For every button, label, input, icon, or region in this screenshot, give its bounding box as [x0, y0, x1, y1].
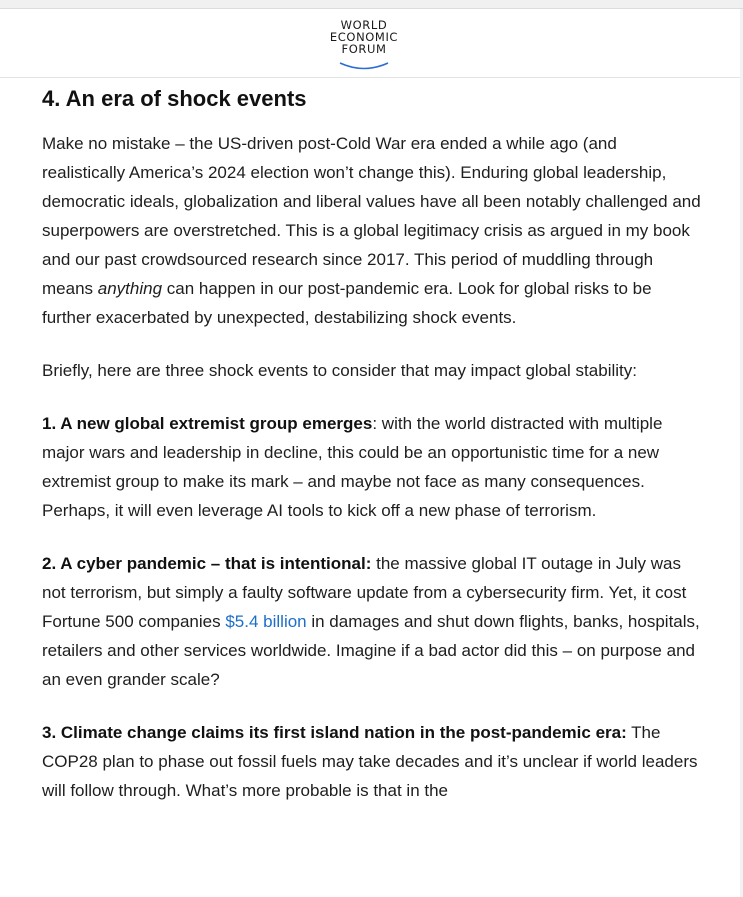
shock-event-3	[42, 718, 702, 805]
logo-line-forum: FORUM	[341, 42, 387, 56]
shock-event-3-title: 3. Climate change claims its first island nation in the post-pandemic era:	[42, 723, 627, 742]
browser-top-strip	[0, 0, 743, 9]
article-body	[42, 84, 702, 829]
paragraph-intro	[42, 129, 702, 332]
shock-event-2-text-a: the massive global IT outage in July was not terrorism, but simply a faulty software update from a cybersecurity firm. Yet, it cost Fortune 500 companies	[42, 554, 687, 631]
shock-event-1	[42, 409, 702, 525]
logo-line-economic: ECONOMIC	[329, 30, 399, 44]
paragraph-intro-text-a: Make no mistake – the US-driven post-Cold War era ended a while ago (and realistically America’s 2024 election won’t change this). Enduring global leadership, democratic ideals, globalization and liberal values have all been notably challenged and superpowers are overstretched. This is a global legitimacy crisis as argued in my book and our past crowdsourced research since 2017. This period of muddling through means	[42, 134, 701, 298]
paragraph-intro-emphasis: anything	[97, 279, 163, 298]
shock-event-2-text-b: in damages and shut down flights, banks, hospitals, retailers and other services worldwide. Imagine if a bad actor did this – on purpose and an even grander scale?	[42, 612, 700, 689]
paragraph-lead-in: Briefly, here are three shock events to consider that may impact global stability:	[42, 361, 637, 380]
wef-logo[interactable]	[322, 19, 406, 55]
shock-event-1-title: 1. A new global extremist group emerges	[42, 414, 373, 433]
logo-line-world: WORLD	[340, 18, 388, 32]
logo-arc-icon	[338, 61, 390, 71]
paragraph-intro-text-b: can happen in our post-pandemic era. Look for global risks to be further exacerbated by unexpected, destabilizing shock events.	[42, 279, 652, 327]
shock-event-1-text: : with the world distracted with multiple major wars and leadership in decline, this could be an opportunistic time for a new extremist group to make its mark – and maybe not face as many consequences. Perhaps, it will even leverage AI tools to kick off a new phase of terrorism.	[42, 414, 663, 520]
site-header	[0, 9, 743, 78]
cost-link[interactable]: $5.4 billion	[225, 612, 307, 631]
shock-event-3-text: The COP28 plan to phase out fossil fuels may take decades and it’s unclear if world leaders will follow through. What’s more probable is that in the	[42, 723, 698, 800]
section-heading: 4. An era of shock events	[42, 86, 307, 111]
shock-event-2	[42, 549, 702, 694]
shock-event-2-title: 2. A cyber pandemic – that is intentional:	[42, 554, 372, 573]
